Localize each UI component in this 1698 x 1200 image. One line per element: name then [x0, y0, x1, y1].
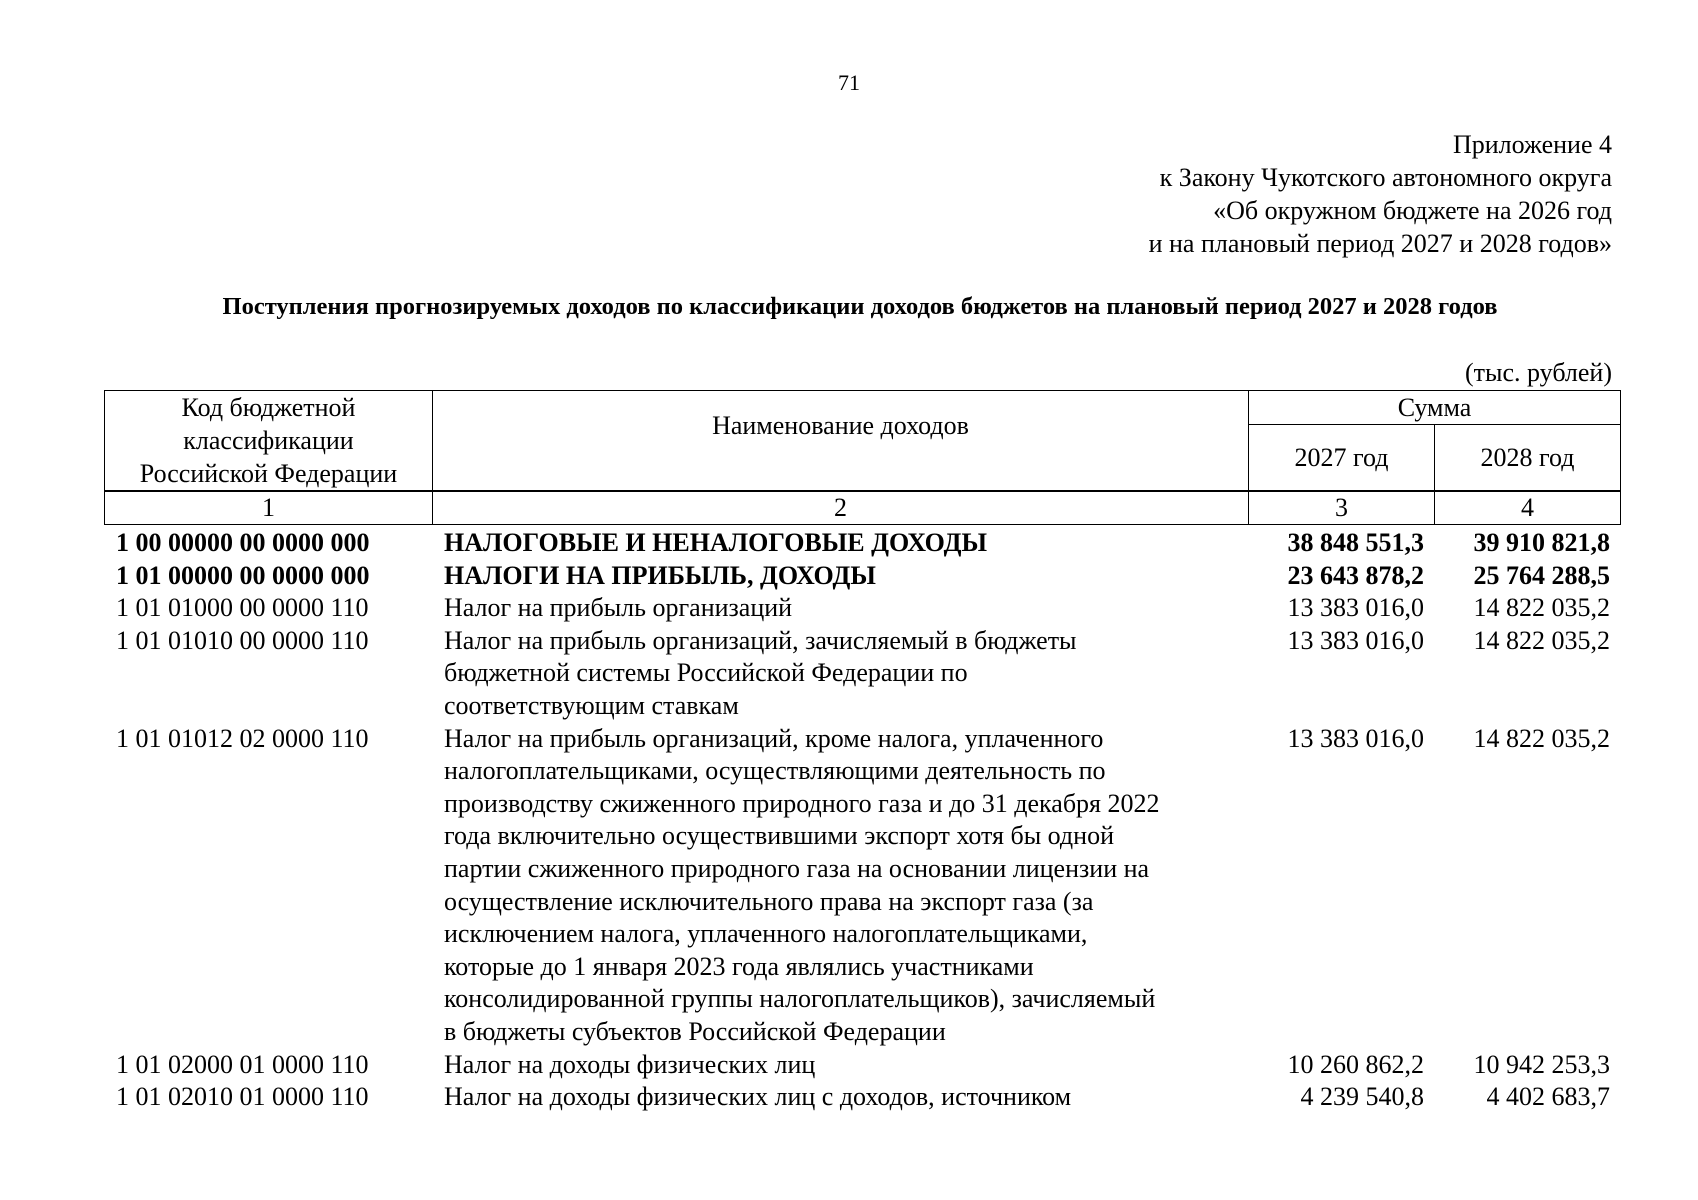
row-code: 1 01 02010 01 0000 110 — [116, 1082, 369, 1112]
header-code — [105, 391, 433, 491]
row-name-line: НАЛОГОВЫЕ И НЕНАЛОГОВЫЕ ДОХОДЫ — [444, 528, 988, 557]
row-name — [432, 1081, 1248, 1114]
row-value-2027: 13 383 016,0 — [1287, 625, 1424, 655]
row-value-2028: 14 822 035,2 — [1473, 723, 1610, 753]
row-name-line: Налог на прибыль организаций, зачисляемый в бюджеты — [444, 625, 1077, 655]
row-name — [432, 527, 1248, 560]
column-number: 3 — [1249, 492, 1435, 525]
appendix-block — [812, 128, 1612, 260]
row-name-line: в бюджеты субъектов Российской Федерации — [444, 1016, 946, 1046]
header-year-2027: 2027 год — [1249, 425, 1435, 491]
column-number: 4 — [1435, 492, 1621, 525]
row-name — [432, 560, 1248, 593]
row-value-2027: 10 260 862,2 — [1287, 1049, 1424, 1079]
row-value-2028: 39 910 821,8 — [1473, 528, 1610, 557]
row-name-line: бюджетной системы Российской Федерации по — [444, 658, 968, 688]
row-value-2028: 14 822 035,2 — [1473, 625, 1610, 655]
row-name-line: Налог на прибыль организаций, кроме налога, уплаченного — [444, 723, 1104, 753]
row-name-line: исключением налога, уплаченного налогоплательщиками, — [444, 919, 1088, 949]
row-name-line: Налог на доходы физических лиц с доходов, источником — [444, 1082, 1072, 1112]
row-name-line: осуществление исключительного права на экспорт газа (за — [444, 886, 1094, 916]
table-row — [104, 560, 1620, 593]
column-number: 2 — [433, 492, 1249, 525]
row-name-line: налогоплательщиками, осуществляющими деятельность по — [444, 756, 1106, 786]
page-number: 71 — [838, 70, 860, 95]
row-name — [432, 592, 1248, 625]
row-value-2028: 4 402 683,7 — [1486, 1082, 1610, 1112]
row-name-line: производству сжиженного природного газа и до 31 декабря 2022 — [444, 788, 1160, 818]
row-code: 1 01 02000 01 0000 110 — [116, 1049, 369, 1079]
table-row — [104, 1081, 1620, 1114]
row-value-2028: 10 942 253,3 — [1473, 1049, 1610, 1079]
row-code: 1 01 00000 00 0000 000 — [116, 560, 370, 590]
header-code-line: классификации — [183, 426, 354, 455]
row-value-2027: 23 643 878,2 — [1287, 560, 1424, 590]
table-row — [104, 592, 1620, 625]
row-code: 1 01 01012 02 0000 110 — [116, 723, 369, 753]
row-name-line: года включительно осуществившими экспорт хотя бы одной — [444, 821, 1114, 851]
row-value-2027: 13 383 016,0 — [1287, 593, 1424, 623]
row-value-2027: 38 848 551,3 — [1287, 528, 1424, 557]
appendix-line: и на плановый период 2027 и 2028 годов» — [1148, 229, 1612, 258]
appendix-line: к Закону Чукотского автономного округа — [1159, 163, 1612, 192]
header-year-2028: 2028 год — [1435, 425, 1621, 491]
row-name-line: партии сжиженного природного газа на основании лицензии на — [444, 853, 1150, 883]
appendix-line: Приложение 4 — [1452, 130, 1612, 159]
document-title: Поступления прогнозируемых доходов по классификации доходов бюджетов на плановый период 2027 и 2028 годов — [222, 293, 1498, 320]
row-name-line: Налог на прибыль организаций — [444, 593, 793, 623]
row-code: 1 01 01010 00 0000 110 — [116, 625, 369, 655]
table-header — [104, 390, 1621, 491]
table-row — [104, 1049, 1620, 1082]
table-row — [104, 723, 1620, 1049]
row-name-line: Налог на доходы физических лиц — [444, 1049, 816, 1079]
table-row — [104, 625, 1620, 723]
header-sum: Сумма — [1249, 391, 1621, 425]
appendix-line: «Об окружном бюджете на 2026 год — [1213, 196, 1612, 225]
units-label: (тыс. рублей) — [1464, 358, 1612, 387]
row-value-2027: 13 383 016,0 — [1287, 723, 1424, 753]
row-name-line: соответствующим ставкам — [444, 690, 739, 720]
row-name-line: НАЛОГИ НА ПРИБЫЛЬ, ДОХОДЫ — [444, 560, 876, 590]
row-name-line: консолидированной группы налогоплательщиков), зачисляемый — [444, 984, 1156, 1014]
column-number: 1 — [105, 492, 433, 525]
header-code-line: Код бюджетной — [181, 393, 356, 422]
row-name — [432, 625, 1248, 723]
row-name — [432, 723, 1248, 1049]
header-name: Наименование доходов — [433, 391, 1249, 491]
row-value-2028: 14 822 035,2 — [1473, 593, 1610, 623]
row-name-line: которые до 1 января 2023 года являлись участниками — [444, 951, 1034, 981]
header-code-line: Российской Федерации — [139, 459, 398, 488]
row-code: 1 01 01000 00 0000 110 — [116, 593, 369, 623]
row-value-2027: 4 239 540,8 — [1300, 1082, 1424, 1112]
table-row — [104, 527, 1620, 560]
row-name — [432, 1049, 1248, 1082]
row-code: 1 00 00000 00 0000 000 — [116, 528, 370, 557]
row-value-2028: 25 764 288,5 — [1473, 560, 1610, 590]
income-table — [104, 527, 1620, 1114]
column-numbers-row — [104, 491, 1621, 525]
